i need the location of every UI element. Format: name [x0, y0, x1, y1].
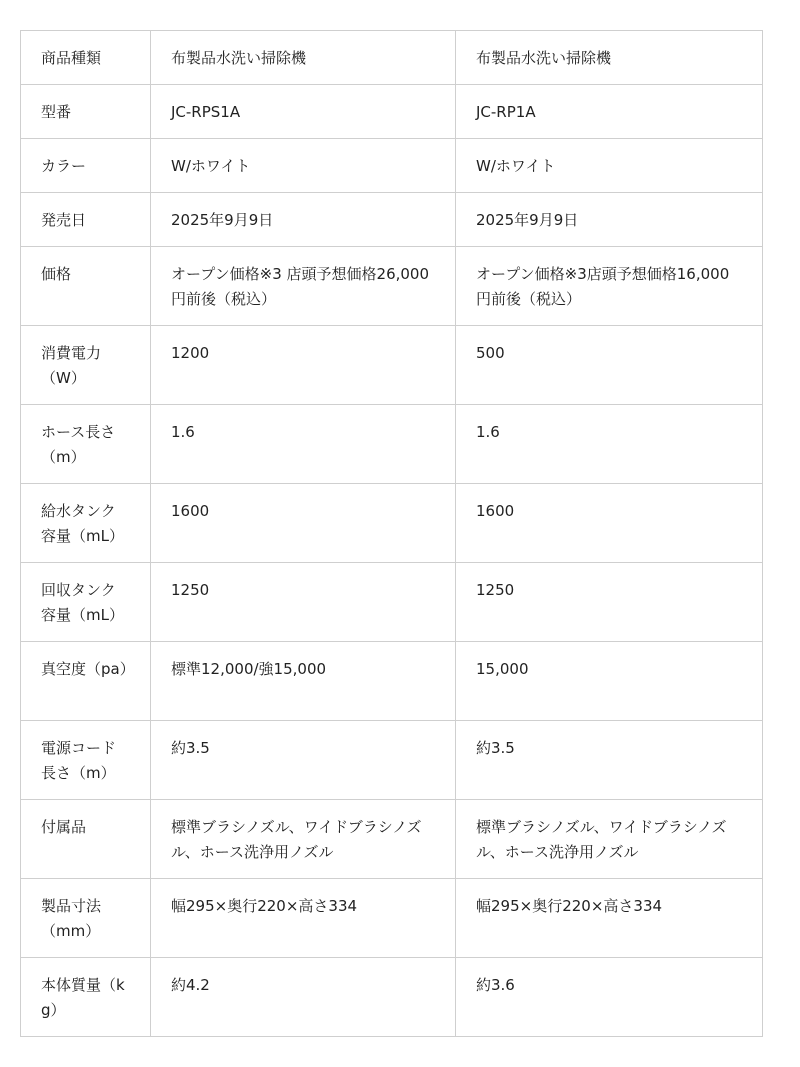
- row-label: 本体質量（kg）: [21, 958, 151, 1037]
- model-b-value: 布製品水洗い掃除機: [456, 31, 763, 85]
- model-a-value: 1600: [151, 484, 456, 563]
- table-row-release-date: [21, 193, 763, 247]
- row-label: 発売日: [21, 193, 151, 247]
- row-label: 商品種類: [21, 31, 151, 85]
- model-a-value: 約3.5: [151, 721, 456, 800]
- model-b-value: 1.6: [456, 405, 763, 484]
- table-row-cord-length: [21, 721, 763, 800]
- model-a-value: JC-RPS1A: [151, 85, 456, 139]
- model-a-value: 約4.2: [151, 958, 456, 1037]
- spec-table: [20, 30, 763, 1037]
- model-b-value: 15,000: [456, 642, 763, 721]
- table-row-model-number: [21, 85, 763, 139]
- model-a-value: 1250: [151, 563, 456, 642]
- row-label: 付属品: [21, 800, 151, 879]
- model-b-value: 2025年9月9日: [456, 193, 763, 247]
- table-row-power-consumption: [21, 326, 763, 405]
- table-row-vacuum: [21, 642, 763, 721]
- row-label: 回収タンク容量（mL）: [21, 563, 151, 642]
- row-label: 真空度（pa）: [21, 642, 151, 721]
- model-b-value: 1250: [456, 563, 763, 642]
- table-row-product-type: [21, 31, 763, 85]
- model-b-value: 約3.5: [456, 721, 763, 800]
- row-label: カラー: [21, 139, 151, 193]
- row-label: 電源コード長さ（m）: [21, 721, 151, 800]
- table-row-hose-length: [21, 405, 763, 484]
- model-b-value: 約3.6: [456, 958, 763, 1037]
- model-b-value: JC-RP1A: [456, 85, 763, 139]
- table-row-accessories: [21, 800, 763, 879]
- model-a-value: 布製品水洗い掃除機: [151, 31, 456, 85]
- model-b-value: オープン価格※3店頭予想価格16,000円前後（税込）: [456, 247, 763, 326]
- row-label: 製品寸法（mm）: [21, 879, 151, 958]
- row-label: 型番: [21, 85, 151, 139]
- model-a-value: 標準ブラシノズル、ワイドブラシノズル、ホース洗浄用ノズル: [151, 800, 456, 879]
- row-label: ホース長さ（m）: [21, 405, 151, 484]
- table-row-color: [21, 139, 763, 193]
- row-label: 消費電力（W）: [21, 326, 151, 405]
- table-row-dimensions: [21, 879, 763, 958]
- model-b-value: 500: [456, 326, 763, 405]
- row-label: 給水タンク容量（mL）: [21, 484, 151, 563]
- table-row-weight: [21, 958, 763, 1037]
- model-b-value: 1600: [456, 484, 763, 563]
- table-row-price: [21, 247, 763, 326]
- model-a-value: W/ホワイト: [151, 139, 456, 193]
- table-row-recovery-tank: [21, 563, 763, 642]
- model-a-value: 1.6: [151, 405, 456, 484]
- table-row-supply-tank: [21, 484, 763, 563]
- model-a-value: 2025年9月9日: [151, 193, 456, 247]
- model-a-value: 標準12,000/強15,000: [151, 642, 456, 721]
- model-a-value: オープン価格※3 店頭予想価格26,000円前後（税込）: [151, 247, 456, 326]
- model-b-value: W/ホワイト: [456, 139, 763, 193]
- row-label: 価格: [21, 247, 151, 326]
- model-b-value: 標準ブラシノズル、ワイドブラシノズル、ホース洗浄用ノズル: [456, 800, 763, 879]
- model-a-value: 1200: [151, 326, 456, 405]
- model-a-value: 幅295×奥行220×高さ334: [151, 879, 456, 958]
- model-b-value: 幅295×奥行220×高さ334: [456, 879, 763, 958]
